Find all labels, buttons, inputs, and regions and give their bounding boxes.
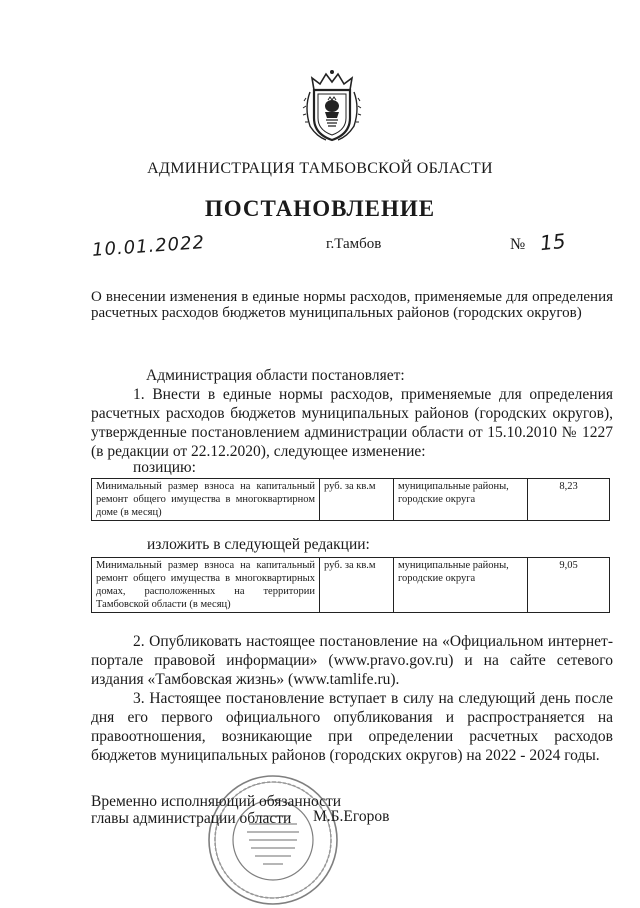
document-number: 15 [538, 228, 567, 256]
new-norm-unit-cell: руб. за кв.м [320, 558, 394, 613]
document-number-label: № [510, 236, 526, 253]
old-norm-scope-cell: муниципальные районы, городские округа [394, 479, 528, 521]
new-norm-table [91, 557, 610, 613]
item-2-paragraph: 2. Опубликовать настоящее постановление на «Официальном интернет-портале правовой информации» (www.pravo.gov.ru) и на сайте сетевого издания «Тамбовская жизнь» (www.tamlife.ru). [91, 633, 613, 688]
document-date: 10.01.2022 [91, 232, 206, 261]
item-1-paragraph: 1. Внести в единые нормы расходов, применяемые для определения расчетных расходов бюджетов муниципальных районов (городских округов), утвержденные постановлением администрации области от 15.10.2010 № 1227 (в редакции от 22.12.2020), следующее изменение: [91, 386, 613, 460]
signer-position-line-2: главы администрации области [91, 810, 292, 827]
document-city: г.Тамбов [326, 236, 382, 252]
position-label: позицию: [133, 459, 196, 476]
document-type-title: ПОСТАНОВЛЕНИЕ [204, 196, 436, 221]
old-norm-unit-cell: руб. за кв.м [320, 479, 394, 521]
old-norm-name-cell: Минимальный размер взноса на капитальный ремонт общего имущества в многоквартирном доме (в месяц) [92, 479, 320, 521]
intro-paragraph: Администрация области постановляет: [146, 367, 405, 384]
table-row [92, 479, 610, 521]
signer-name: М.Б.Егоров [313, 808, 390, 825]
signer-position-line-1: Временно исполняющий обязанности [91, 793, 342, 810]
old-norm-value-cell: 8,23 [528, 479, 610, 521]
old-norm-table [91, 478, 610, 521]
coat-of-arms-emblem [300, 68, 364, 144]
organization-name: АДМИНИСТРАЦИЯ ТАМБОВСКОЙ ОБЛАСТИ [147, 160, 493, 177]
new-norm-value-cell: 9,05 [528, 558, 610, 613]
redaction-label: изложить в следующей редакции: [147, 536, 370, 553]
new-norm-name-cell: Минимальный размер взноса на капитальный ремонт общего имущества в многоквартирных домах, расположенных на территории Тамбовской области (в месяц) [92, 558, 320, 613]
new-norm-scope-cell: муниципальные районы, городские округа [394, 558, 528, 613]
document-subject: О внесении изменения в единые нормы расходов, применяемые для определения расчетных расходов бюджетов муниципальных районов (городских округов) [91, 289, 613, 321]
item-3-paragraph: 3. Настоящее постановление вступает в силу на следующий день после дня его первого официального опубликования и распространяется на правоотношения, возникающие при определении расчетных расходов бюджетов муниципальных районов (городских округов) на 2022 - 2024 годы. [91, 690, 613, 764]
table-row [92, 558, 610, 613]
